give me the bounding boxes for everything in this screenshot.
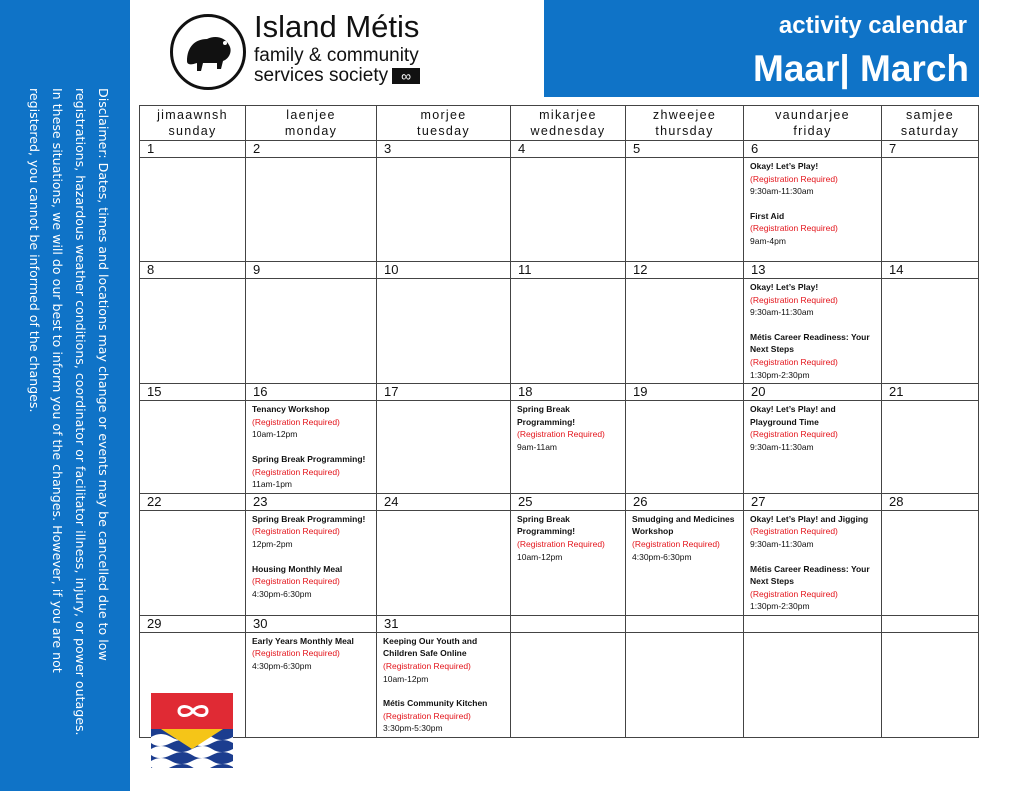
day-name-local: jimaawnsh bbox=[157, 108, 228, 122]
week-date-row bbox=[140, 615, 979, 632]
day-cell bbox=[882, 401, 979, 494]
date-number: 6 bbox=[744, 141, 882, 158]
day-cell bbox=[882, 510, 979, 615]
event-title: Spring Break Programming! bbox=[517, 513, 576, 537]
event-title: Métis Career Readiness: Your Next Steps bbox=[750, 563, 870, 587]
date-number: 13 bbox=[744, 262, 882, 279]
week-date-row bbox=[140, 141, 979, 158]
day-cell bbox=[744, 158, 882, 262]
event-item bbox=[750, 281, 875, 319]
bc-flag-icon bbox=[151, 729, 233, 768]
bison-logo-icon bbox=[170, 14, 246, 90]
event-item bbox=[750, 210, 875, 248]
event-registration-note: (Registration Required) bbox=[252, 466, 340, 477]
infinity-icon: ∞ bbox=[392, 68, 420, 84]
date-number: 15 bbox=[140, 384, 246, 401]
day-name-english: friday bbox=[793, 124, 832, 138]
logo-title: Island Métis bbox=[254, 9, 420, 44]
event-title: Métis Career Readiness: Your Next Steps bbox=[750, 331, 870, 355]
event-registration-note: (Registration Required) bbox=[517, 538, 605, 549]
event-title: Spring Break Programming! bbox=[252, 453, 366, 464]
event-title: Early Years Monthly Meal bbox=[252, 635, 354, 646]
date-number: 26 bbox=[626, 493, 744, 510]
date-number: 16 bbox=[246, 384, 377, 401]
date-number: 2 bbox=[246, 141, 377, 158]
date-number: 21 bbox=[882, 384, 979, 401]
day-name-local: vaundarjee bbox=[775, 108, 850, 122]
logo-subtitle-line2: services society ∞ bbox=[254, 66, 420, 86]
event-registration-note: (Registration Required) bbox=[750, 173, 838, 184]
date-number: 28 bbox=[882, 493, 979, 510]
event-item bbox=[252, 403, 370, 441]
date-number bbox=[882, 615, 979, 632]
day-name-english: sunday bbox=[168, 124, 217, 138]
day-cell bbox=[744, 401, 882, 494]
event-registration-note: (Registration Required) bbox=[750, 356, 838, 367]
event-item bbox=[252, 453, 370, 491]
day-name-english: saturday bbox=[900, 124, 960, 138]
date-number: 11 bbox=[511, 262, 626, 279]
week-events-row bbox=[140, 510, 979, 615]
date-number: 29 bbox=[140, 615, 246, 632]
week-events-row bbox=[140, 632, 979, 737]
day-cell bbox=[511, 401, 626, 494]
day-cell bbox=[377, 158, 511, 262]
event-title: Okay! Let’s Play! and Jigging bbox=[750, 513, 869, 524]
day-name-local: morjee bbox=[420, 108, 467, 122]
event-registration-note: (Registration Required) bbox=[252, 526, 340, 537]
day-name-english: thursday bbox=[655, 124, 714, 138]
event-registration-note: (Registration Required) bbox=[383, 661, 471, 672]
event-registration-note: (Registration Required) bbox=[252, 416, 340, 427]
date-number bbox=[511, 615, 626, 632]
date-number: 5 bbox=[626, 141, 744, 158]
day-name-local: zhweejee bbox=[652, 108, 717, 122]
day-name-local: mikarjee bbox=[539, 108, 597, 122]
event-time: 9:30am-11:30am bbox=[750, 186, 814, 197]
day-cell bbox=[511, 158, 626, 262]
calendar-grid bbox=[139, 105, 979, 738]
event-title: Spring Break Programming! bbox=[517, 404, 576, 427]
event-title: Spring Break Programming! bbox=[252, 513, 366, 524]
event-title: Okay! Let’s Play! and Playground Time bbox=[750, 404, 836, 427]
day-cell bbox=[744, 632, 882, 737]
event-time: 10am-12pm bbox=[517, 551, 563, 562]
day-cell bbox=[246, 158, 377, 262]
disclaimer-text: Disclaimer: Dates, times and locations may change or events may be cancelled due to low registrations, hazardous weather conditions, coordinator or facilitator illness, injury, or power outages. In these situations, we will do our best to inform you of the changes. However, if you are not registered, you cannot be informed of the changes. bbox=[27, 88, 111, 736]
event-time: 10am-12pm bbox=[383, 673, 429, 684]
event-time: 12pm-2pm bbox=[252, 538, 293, 549]
event-item bbox=[252, 513, 370, 551]
day-name-local: laenjee bbox=[286, 108, 336, 122]
week-date-row bbox=[140, 262, 979, 279]
date-number: 3 bbox=[377, 141, 511, 158]
date-number: 7 bbox=[882, 141, 979, 158]
event-item bbox=[750, 513, 875, 551]
date-number: 24 bbox=[377, 493, 511, 510]
organization-logo bbox=[170, 10, 430, 92]
week-events-row bbox=[140, 279, 979, 384]
event-title: Métis Community Kitchen bbox=[383, 698, 488, 709]
event-time: 1:30pm-2:30pm bbox=[750, 369, 810, 380]
event-title: Okay! Let’s Play! bbox=[750, 282, 819, 292]
day-cell bbox=[626, 279, 744, 384]
day-cell bbox=[246, 401, 377, 494]
day-cell bbox=[626, 401, 744, 494]
page-title: Maar| March bbox=[753, 48, 969, 89]
event-item bbox=[383, 697, 504, 735]
event-item bbox=[632, 513, 737, 563]
day-cell bbox=[140, 401, 246, 494]
event-time: 9:30am-11:30am bbox=[750, 441, 814, 452]
date-number: 14 bbox=[882, 262, 979, 279]
date-number: 25 bbox=[511, 493, 626, 510]
date-number: 30 bbox=[246, 615, 377, 632]
date-number: 8 bbox=[140, 262, 246, 279]
day-header-monday bbox=[246, 106, 377, 141]
logo-subtitle-line1: family & community bbox=[254, 45, 419, 66]
date-number: 27 bbox=[744, 493, 882, 510]
day-header-friday bbox=[744, 106, 882, 141]
metis-flag-icon bbox=[151, 693, 233, 729]
header-subtitle: activity calendar bbox=[778, 12, 967, 39]
day-cell bbox=[511, 510, 626, 615]
day-cell bbox=[377, 401, 511, 494]
event-registration-note: (Registration Required) bbox=[252, 648, 340, 659]
header-banner bbox=[544, 0, 979, 97]
event-registration-note: (Registration Required) bbox=[750, 223, 838, 234]
week-date-row bbox=[140, 384, 979, 401]
event-time: 9am-11am bbox=[517, 441, 557, 452]
day-cell bbox=[744, 510, 882, 615]
day-header-tuesday bbox=[377, 106, 511, 141]
date-number bbox=[626, 615, 744, 632]
date-number: 31 bbox=[377, 615, 511, 632]
week-events-row bbox=[140, 401, 979, 494]
event-item bbox=[252, 563, 370, 601]
day-header-saturday bbox=[882, 106, 979, 141]
event-time: 10am-12pm bbox=[252, 429, 298, 440]
event-title: First Aid bbox=[750, 210, 785, 221]
event-registration-note: (Registration Required) bbox=[750, 429, 838, 440]
day-cell bbox=[377, 632, 511, 737]
day-cell bbox=[626, 510, 744, 615]
day-cell bbox=[882, 632, 979, 737]
event-item bbox=[750, 403, 875, 453]
date-number: 12 bbox=[626, 262, 744, 279]
day-cell bbox=[377, 279, 511, 384]
day-header-row bbox=[140, 106, 979, 141]
event-title: Smudging and Medicines Workshop bbox=[632, 513, 735, 537]
event-time: 4:30pm-6:30pm bbox=[632, 551, 692, 562]
event-item bbox=[252, 635, 370, 673]
date-number: 4 bbox=[511, 141, 626, 158]
day-cell bbox=[246, 279, 377, 384]
day-name-english: tuesday bbox=[417, 124, 470, 138]
day-cell bbox=[246, 510, 377, 615]
event-registration-note: (Registration Required) bbox=[750, 588, 838, 599]
week-date-row bbox=[140, 493, 979, 510]
event-title: Tenancy Workshop bbox=[252, 404, 330, 415]
event-time: 9:30am-11:30am bbox=[750, 538, 814, 549]
date-number: 19 bbox=[626, 384, 744, 401]
date-number: 9 bbox=[246, 262, 377, 279]
day-cell bbox=[626, 158, 744, 262]
day-cell bbox=[882, 158, 979, 262]
event-item bbox=[517, 403, 619, 453]
day-name-english: wednesday bbox=[530, 124, 606, 138]
date-number: 20 bbox=[744, 384, 882, 401]
day-cell bbox=[140, 158, 246, 262]
day-header-wednesday bbox=[511, 106, 626, 141]
date-number: 22 bbox=[140, 493, 246, 510]
event-time: 9am-4pm bbox=[750, 235, 786, 246]
day-cell bbox=[744, 279, 882, 384]
date-number: 1 bbox=[140, 141, 246, 158]
week-events-row bbox=[140, 158, 979, 262]
day-cell bbox=[140, 279, 246, 384]
date-number bbox=[744, 615, 882, 632]
date-number: 17 bbox=[377, 384, 511, 401]
event-time: 4:30pm-6:30pm bbox=[252, 661, 312, 672]
date-number: 18 bbox=[511, 384, 626, 401]
event-registration-note: (Registration Required) bbox=[632, 538, 720, 549]
event-registration-note: (Registration Required) bbox=[750, 294, 838, 305]
event-time: 4:30pm-6:30pm bbox=[252, 588, 312, 599]
event-item bbox=[750, 563, 875, 613]
event-time: 1:30pm-2:30pm bbox=[750, 601, 810, 612]
event-time: 11am-1pm bbox=[252, 479, 292, 490]
day-cell bbox=[377, 510, 511, 615]
event-time: 9:30am-11:30am bbox=[750, 307, 814, 318]
event-registration-note: (Registration Required) bbox=[517, 429, 605, 440]
day-cell bbox=[511, 632, 626, 737]
event-registration-note: (Registration Required) bbox=[383, 710, 471, 721]
day-cell bbox=[246, 632, 377, 737]
day-cell bbox=[511, 279, 626, 384]
day-name-english: monday bbox=[284, 124, 338, 138]
day-cell bbox=[626, 632, 744, 737]
day-name-local: samjee bbox=[905, 108, 955, 122]
date-number: 23 bbox=[246, 493, 377, 510]
day-header-thursday bbox=[626, 106, 744, 141]
event-item bbox=[383, 635, 504, 685]
day-header-sunday bbox=[140, 106, 246, 141]
left-sidebar bbox=[0, 0, 130, 791]
date-number: 10 bbox=[377, 262, 511, 279]
event-title: Okay! Let’s Play! bbox=[750, 161, 819, 171]
event-time: 3:30pm-5:30pm bbox=[383, 723, 443, 734]
day-cell bbox=[140, 510, 246, 615]
event-item bbox=[750, 160, 875, 198]
event-item bbox=[750, 331, 875, 381]
event-item bbox=[517, 513, 619, 563]
event-title: Housing Monthly Meal bbox=[252, 563, 343, 574]
event-registration-note: (Registration Required) bbox=[750, 526, 838, 537]
event-registration-note: (Registration Required) bbox=[252, 576, 340, 587]
day-cell bbox=[882, 279, 979, 384]
event-title: Keeping Our Youth and Children Safe Online bbox=[383, 635, 478, 659]
